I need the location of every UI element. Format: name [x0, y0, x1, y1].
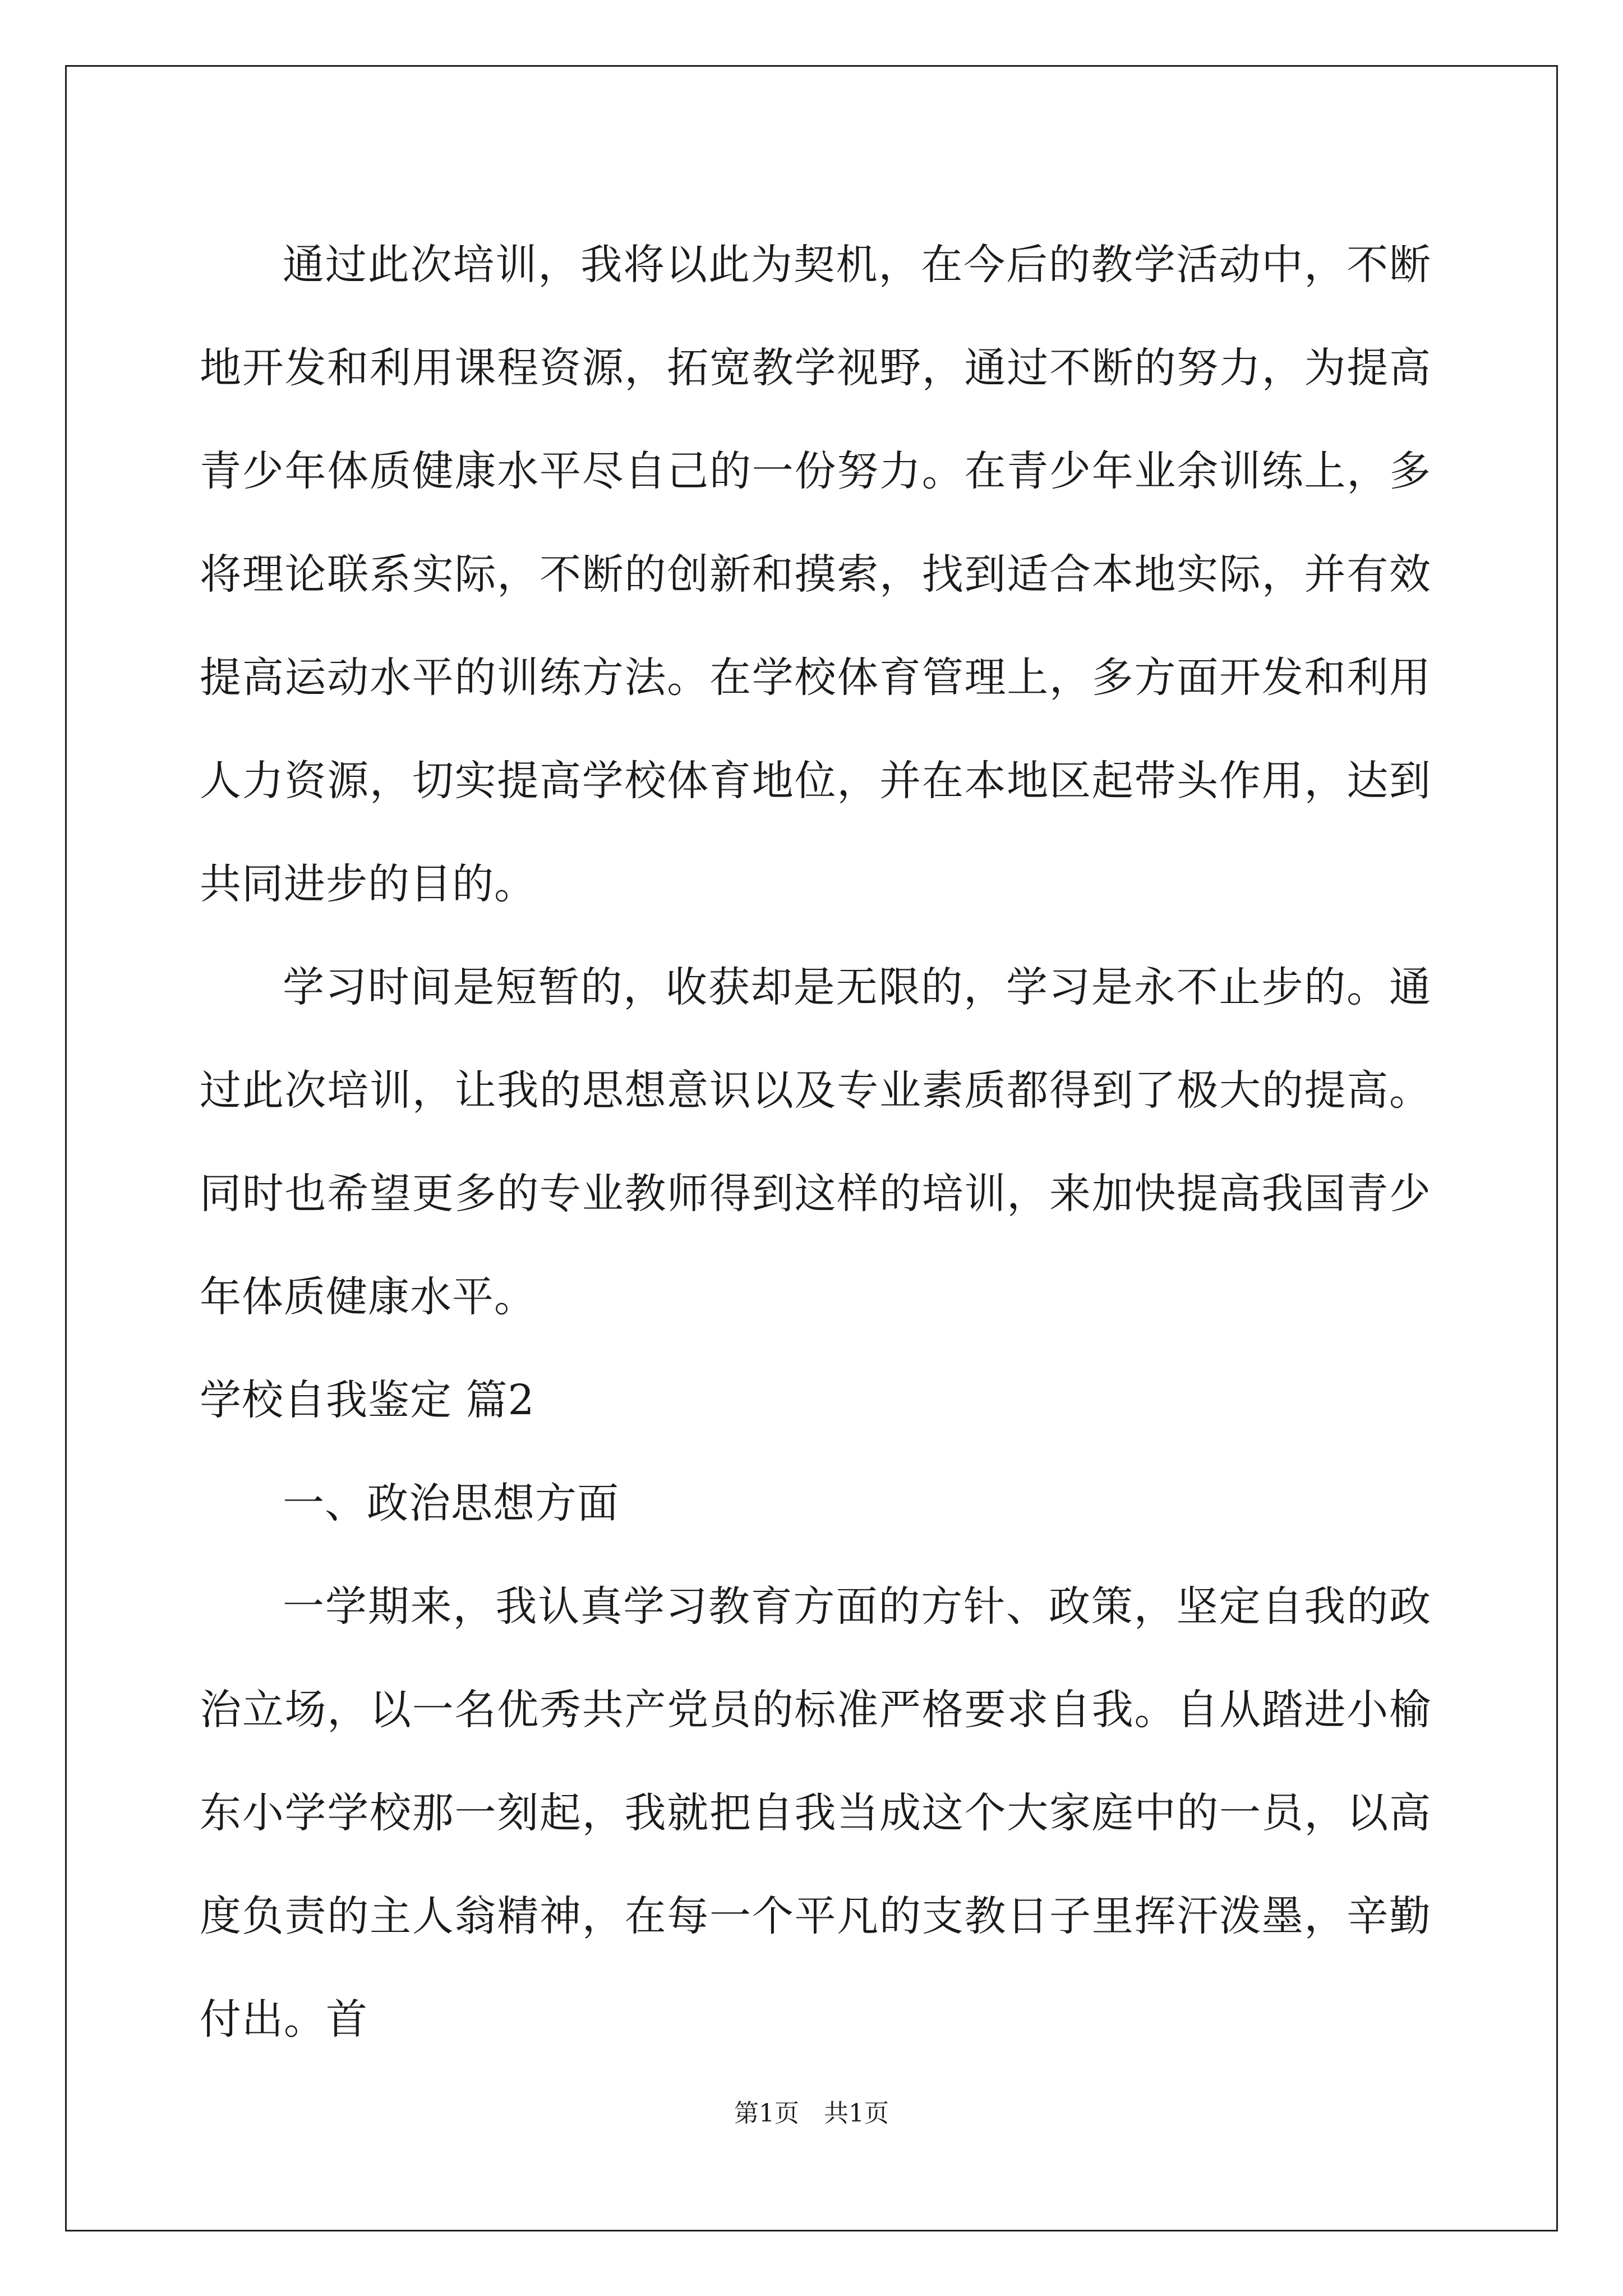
paragraph-learning-reflection: 学习时间是短暂的，收获却是无限的，学习是永不止步的。通过此次培训，让我的思想意识以及专业素质都得到了极大的提高。同时也希望更多的专业教师得到这样的培训，来加快提高我国青少年体质健康水平。 — [200, 963, 1431, 1321]
document-body — [200, 213, 1431, 2071]
section-heading: 学校自我鉴定 篇2 — [200, 1376, 535, 1424]
page-footer: 第1页 共1页 — [734, 2099, 889, 2128]
paragraph-training-plan: 通过此次培训，我将以此为契机，在今后的教学活动中，不断地开发和利用课程资源，拓宽教学视野，通过不断的努力，为提高青少年体质健康水平尽自己的一份努力。在青少年业余训练上，多将理论联系实际，不断的创新和摸索，找到适合本地实际，并有效提高运动水平的训练方法。在学校体育管理上，多方面开发和利用人力资源，切实提高学校体育地位，并在本地区起带头作用，达到共同进步的目的。 — [200, 241, 1431, 908]
paragraph-political-thought: 一学期来，我认真学习教育方面的方针、政策，坚定自我的政治立场，以一名优秀共产党员的标准严格要求自我。自从踏进小榆东小学学校那一刻起，我就把自我当成这个大家庭中的一员，以高度负责的主人翁精神，在每一个平凡的支教日子里挥汗泼墨，辛勤付出。首 — [200, 1582, 1431, 2044]
subsection-heading: 一、政治思想方面 — [283, 1479, 619, 1527]
